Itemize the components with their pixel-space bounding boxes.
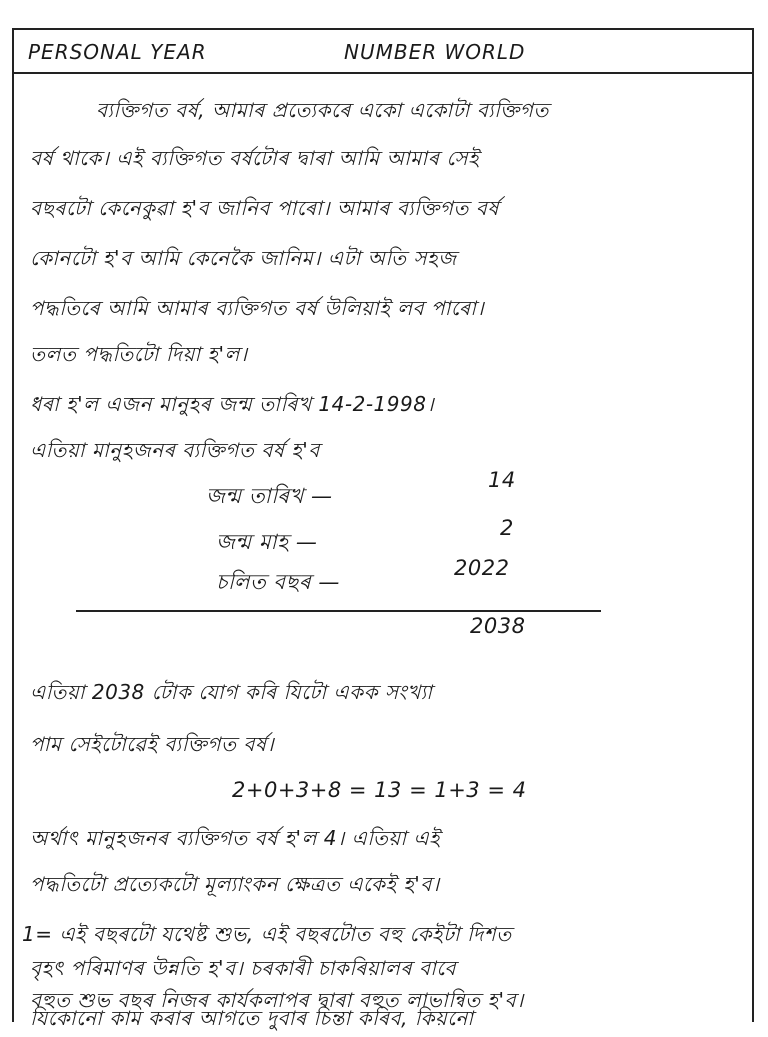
para4-line: বৃহৎ পৰিমাণৰ উন্নতি হ'ব। চৰকাৰী চাকৰিয়ালৰ বাবে: [30, 956, 457, 980]
para1-line: তলত পদ্ধতিটো দিয়া হ'ল।: [30, 342, 248, 366]
calc-value-current-year: 2022: [454, 556, 510, 580]
para4-line: 1= এই বছৰটো যথেষ্ট শুভ, এই বছৰটোত বহু কেইটা দিশত: [22, 922, 512, 946]
header-divider: [12, 72, 754, 74]
example-line: ধৰা হ'ল এজন মানুহৰ জন্ম তাৰিখ 14-2-1998।: [30, 392, 435, 416]
para1-line: বছৰটো কেনেকুৱা হ'ব জানিব পাৰো। আমাৰ ব্যক্তিগত বৰ্ষ: [30, 196, 499, 220]
example-line: এতিয়া মানুহজনৰ ব্যক্তিগত বৰ্ষ হ'ব: [30, 438, 320, 462]
para1-line: পদ্ধতিৰে আমি আমাৰ ব্যক্তিগত বৰ্ষ উলিয়াই লব পাৰো।: [30, 296, 485, 320]
para1-line: বৰ্ষ থাকে। এই ব্যক্তিগত বৰ্ষটোৰ দ্বাৰা আমি আমাৰ সেই: [30, 146, 480, 170]
para2-line: পাম সেইটোৱেই ব্যক্তিগত বৰ্ষ।: [30, 732, 275, 756]
calc-value-birth-month: 2: [500, 516, 514, 540]
calc-value-birth-date: 14: [488, 468, 516, 492]
calc-label-current-year: চলিত বছৰ —: [216, 570, 340, 594]
digit-sum-equation: 2+0+3+8 = 13 = 1+3 = 4: [232, 778, 527, 802]
calc-label-birth-date: জন্ম তাৰিখ —: [206, 484, 333, 508]
para3-line: অৰ্থাৎ মানুহজনৰ ব্যক্তিগত বৰ্ষ হ'ল 4। এতিয়া এই: [30, 826, 440, 850]
para4-line: বহুত শুভ বছৰ নিজৰ কাৰ্যকলাপৰ দ্বাৰা বহুত লাভান্বিত হ'ব।: [30, 988, 524, 1012]
header-number-world: NUMBER WORLD: [344, 40, 526, 64]
calc-total: 2038: [470, 614, 526, 638]
para1-line: ব্যক্তিগত বৰ্ষ, আমাৰ প্ৰত্যেকৰে একো একোটা ব্যক্তিগত: [96, 98, 549, 122]
para4-line: যিকোনো কাম কৰাৰ আগতে দুবাৰ চিন্তা কৰিব, কিয়নো: [30, 1006, 474, 1030]
para2-line: এতিয়া 2038 টোক যোগ কৰি যিটো একক সংখ্যা: [30, 680, 433, 704]
para3-line: পদ্ধতিটো প্ৰত্যেকটো মূল্যাংকন ক্ষেত্ৰত একেই হ'ব।: [30, 872, 440, 896]
sum-rule: [76, 610, 601, 612]
header-personal-year: PERSONAL YEAR: [28, 40, 207, 64]
calc-label-birth-month: জন্ম মাহ —: [216, 530, 318, 554]
para1-line: কোনটো হ'ব আমি কেনেকৈ জানিম। এটা অতি সহজ: [30, 246, 457, 270]
